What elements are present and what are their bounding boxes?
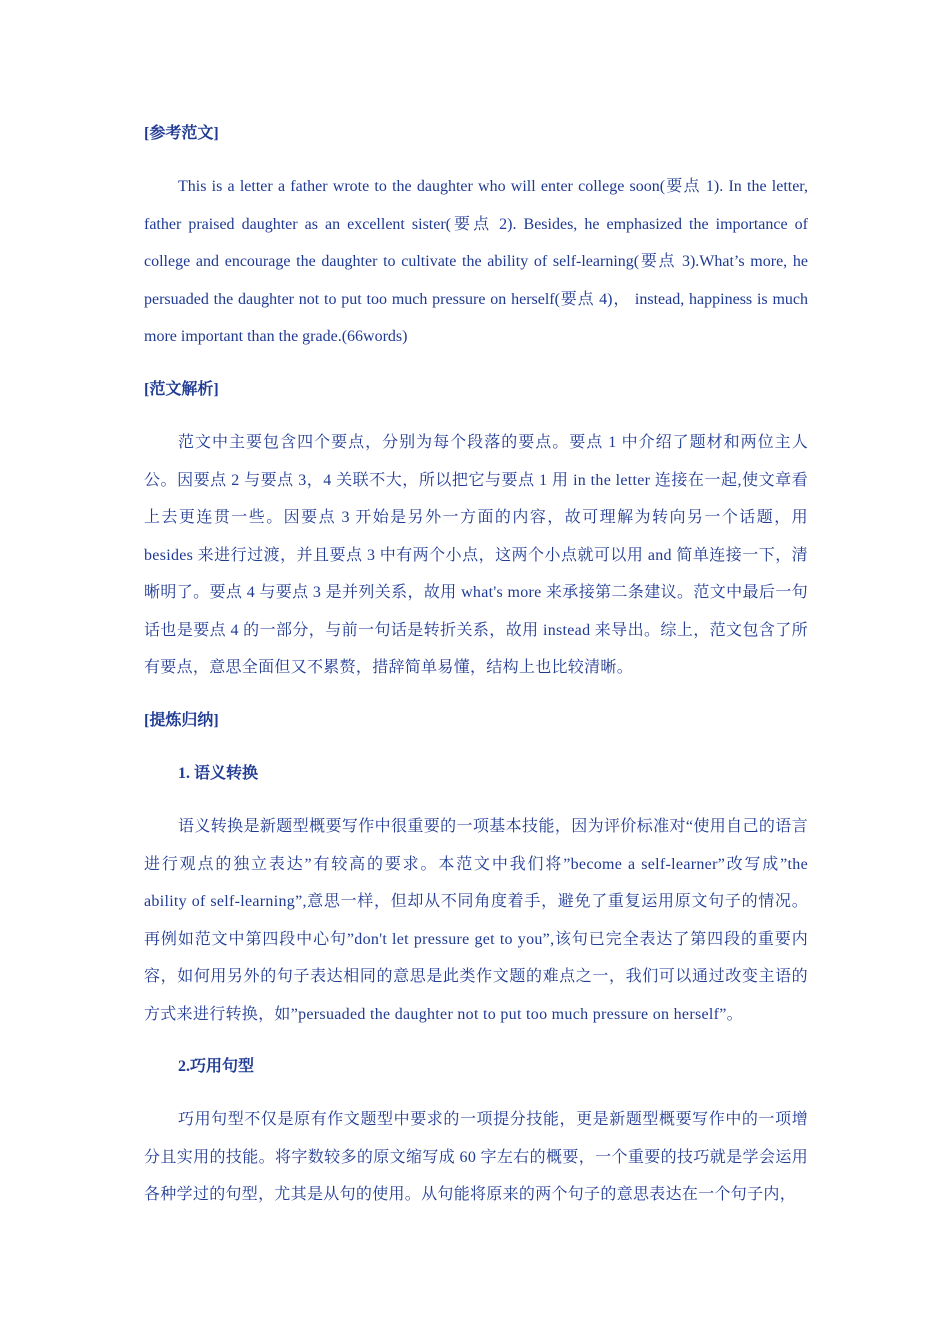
section-heading-essay-analysis: [范文解析] [144, 381, 219, 398]
reference-essay-paragraph: This is a letter a father wrote to the daughter who will enter college soon(要点 1). In the letter, father praised daughter as an excellent sister(要点 2). Besides, he emphasized the importance of college and encourage the daughter to cultivate the ability of self-learning(要点 3).What’s more, he persuaded the daughter not to put too much pressure on herself(要点 4)， instead, happiness is much more important than the grade.(66words) [144, 178, 808, 345]
sentence-patterns-paragraph: 巧用句型不仅是原有作文题型中要求的一项提分技能，更是新题型概要写作中的一项增分且实用的技能。将字数较多的原文缩写成 60 字左右的概要，一个重要的技巧就是学会运用各种学过的句型，尤其是从句的使用。从句能将原来的两个句子的意思表达在一个句子内， [144, 1111, 808, 1203]
subheading-semantic-conversion: 1. 语义转换 [178, 765, 259, 782]
essay-analysis-paragraph: 范文中主要包含四个要点，分别为每个段落的要点。要点 1 中介绍了题材和两位主人公。因要点 2 与要点 3，4 关联不大，所以把它与要点 1 用 in the letter 连接在一起,使文章看上去更连贯一些。因要点 3 开始是另外一方面的内容，故可理解为转向另一个话题，用 besides 来进行过渡，并且要点 3 中有两个小点，这两个小点就可以用 and 简单连接一下，清晰明了。要点 4 与要点 3 是并列关系，故用 what's more 来承接第二条建议。范文中最后一句话也是要点 4 的一部分，与前一句话是转折关系，故用 instead 来导出。综上，范文包含了所有要点，意思全面但又不累赘，措辞简单易懂，结构上也比较清晰。 [144, 434, 808, 676]
section-heading-reference-essay: [参考范文] [144, 125, 219, 142]
section-heading-summary: [提炼归纳] [144, 712, 219, 729]
subheading-sentence-patterns: 2.巧用句型 [178, 1058, 255, 1075]
semantic-conversion-paragraph: 语义转换是新题型概要写作中很重要的一项基本技能，因为评价标准对“使用自己的语言进行观点的独立表达”有较高的要求。本范文中我们将”become a self-learner”改写成”the ability of self-learning”,意思一样，但却从不同角度着手，避免了重复运用原文句子的情况。再例如范文中第四段中心句”don't let pressure get to you”,该句已完全表达了第四段的重要内容，如何用另外的句子表达相同的意思是此类作文题的难点之一，我们可以通过改变主语的方式来进行转换，如”persuaded the daughter not to put too much pressure on herself”。 [144, 818, 808, 1023]
